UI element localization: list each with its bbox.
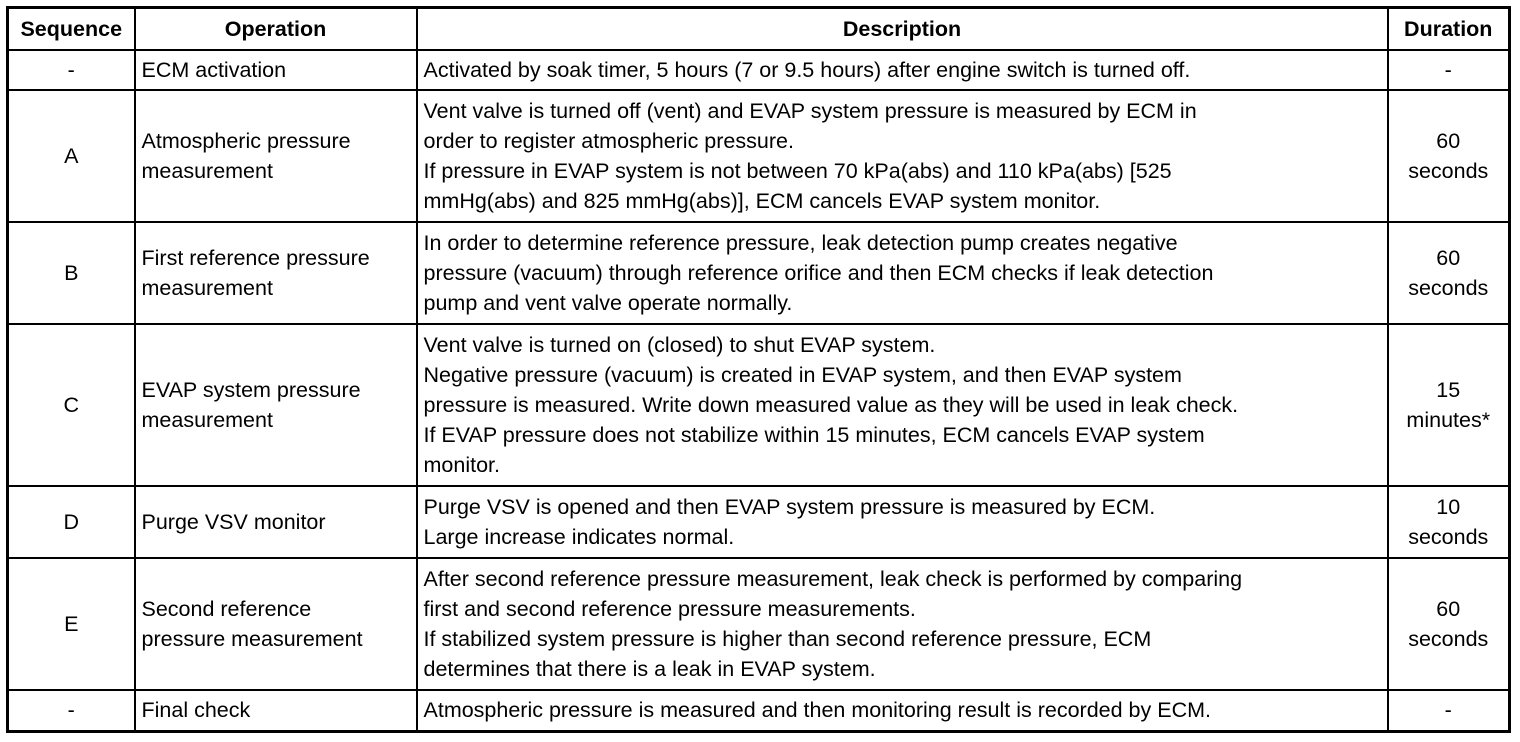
cell-description <box>417 324 1388 486</box>
cell-duration-line: 15 <box>1436 377 1461 402</box>
cell-operation <box>135 486 417 558</box>
cell-duration <box>1388 50 1510 90</box>
cell-description-line: Large increase indicates normal. <box>423 524 735 549</box>
cell-operation <box>135 222 417 324</box>
cell-sequence: E <box>8 558 135 690</box>
header-operation: Operation <box>135 8 417 50</box>
cell-operation-line: EVAP system pressure <box>141 377 361 402</box>
cell-duration-line: - <box>1444 698 1452 723</box>
cell-operation-line: Purge VSV monitor <box>141 509 326 534</box>
table-row <box>8 690 1510 732</box>
cell-description-line: Purge VSV is opened and then EVAP system pressure is measured by ECM. <box>423 494 1156 519</box>
cell-duration-line: seconds <box>1408 626 1489 651</box>
cell-description-line: monitor. <box>423 452 500 477</box>
cell-description-line: pump and vent valve operate normally. <box>423 290 793 315</box>
cell-duration-line: 60 <box>1436 128 1461 153</box>
cell-description-line: Negative pressure (vacuum) is created in EVAP system, and then EVAP system <box>423 362 1182 387</box>
cell-description-line: mmHg(abs) and 825 mmHg(abs)], ECM cancels EVAP system monitor. <box>423 188 1101 213</box>
table-row <box>8 222 1510 324</box>
cell-description-line: If EVAP pressure does not stabilize within 15 minutes, ECM cancels EVAP system <box>423 422 1205 447</box>
cell-operation <box>135 324 417 486</box>
cell-operation <box>135 90 417 222</box>
table-row <box>8 486 1510 558</box>
header-description: Description <box>417 8 1388 50</box>
cell-description <box>417 558 1388 690</box>
cell-sequence: B <box>8 222 135 324</box>
cell-operation-line: Final check <box>141 698 251 723</box>
cell-operation-line: measurement <box>141 158 273 183</box>
cell-description-line: order to register atmospheric pressure. <box>423 128 794 153</box>
cell-sequence: C <box>8 324 135 486</box>
cell-duration <box>1388 690 1510 732</box>
cell-operation-line: Atmospheric pressure <box>141 128 351 153</box>
cell-operation-line: ECM activation <box>141 57 287 82</box>
header-sequence: Sequence <box>8 8 135 50</box>
cell-operation <box>135 558 417 690</box>
cell-description-line: In order to determine reference pressure, leak detection pump creates negative <box>423 230 1178 255</box>
cell-description-line: Vent valve is turned on (closed) to shut EVAP system. <box>423 332 936 357</box>
cell-sequence: A <box>8 90 135 222</box>
cell-duration <box>1388 90 1510 222</box>
cell-description-line: Vent valve is turned off (vent) and EVAP system pressure is measured by ECM in <box>423 98 1197 123</box>
cell-description-line: first and second reference pressure measurements. <box>423 596 916 621</box>
cell-description-line: If pressure in EVAP system is not between 70 kPa(abs) and 110 kPa(abs) [525 <box>423 158 1172 183</box>
cell-description-line: After second reference pressure measurement, leak check is performed by comparing <box>423 566 1243 591</box>
cell-operation <box>135 50 417 90</box>
cell-duration-line: - <box>1444 57 1452 82</box>
cell-duration-line: minutes* <box>1406 407 1491 432</box>
table-row <box>8 50 1510 90</box>
cell-duration <box>1388 558 1510 690</box>
cell-duration <box>1388 324 1510 486</box>
table-body <box>8 50 1510 732</box>
table-row <box>8 90 1510 222</box>
evap-monitor-sequence-table <box>6 6 1511 733</box>
cell-duration-line: 60 <box>1436 245 1461 270</box>
cell-description-line: pressure (vacuum) through reference orifice and then ECM checks if leak detection <box>423 260 1214 285</box>
cell-sequence: - <box>8 50 135 90</box>
cell-sequence: D <box>8 486 135 558</box>
cell-duration <box>1388 222 1510 324</box>
cell-description <box>417 90 1388 222</box>
cell-operation-line: measurement <box>141 407 273 432</box>
cell-operation-line: measurement <box>141 275 273 300</box>
cell-description <box>417 486 1388 558</box>
cell-duration-line: seconds <box>1408 524 1489 549</box>
cell-description-line: Atmospheric pressure is measured and then monitoring result is recorded by ECM. <box>423 698 1211 723</box>
table-row <box>8 324 1510 486</box>
cell-duration-line: seconds <box>1408 275 1489 300</box>
cell-operation-line: First reference pressure <box>141 245 370 270</box>
cell-description-line: determines that there is a leak in EVAP system. <box>423 656 876 681</box>
cell-description <box>417 50 1388 90</box>
cell-description <box>417 222 1388 324</box>
header-duration: Duration <box>1388 8 1510 50</box>
cell-duration <box>1388 486 1510 558</box>
table-row <box>8 558 1510 690</box>
table-header-row <box>8 8 1510 50</box>
cell-operation <box>135 690 417 732</box>
cell-description-line: Activated by soak timer, 5 hours (7 or 9.5 hours) after engine switch is turned off. <box>423 57 1191 82</box>
cell-duration-line: seconds <box>1408 158 1489 183</box>
cell-duration-line: 60 <box>1436 596 1461 621</box>
cell-sequence: - <box>8 690 135 732</box>
cell-operation-line: pressure measurement <box>141 626 363 651</box>
cell-description-line: pressure is measured. Write down measured value as they will be used in leak check. <box>423 392 1239 417</box>
cell-duration-line: 10 <box>1436 494 1461 519</box>
cell-operation-line: Second reference <box>141 596 312 621</box>
cell-description <box>417 690 1388 732</box>
cell-description-line: If stabilized system pressure is higher than second reference pressure, ECM <box>423 626 1152 651</box>
